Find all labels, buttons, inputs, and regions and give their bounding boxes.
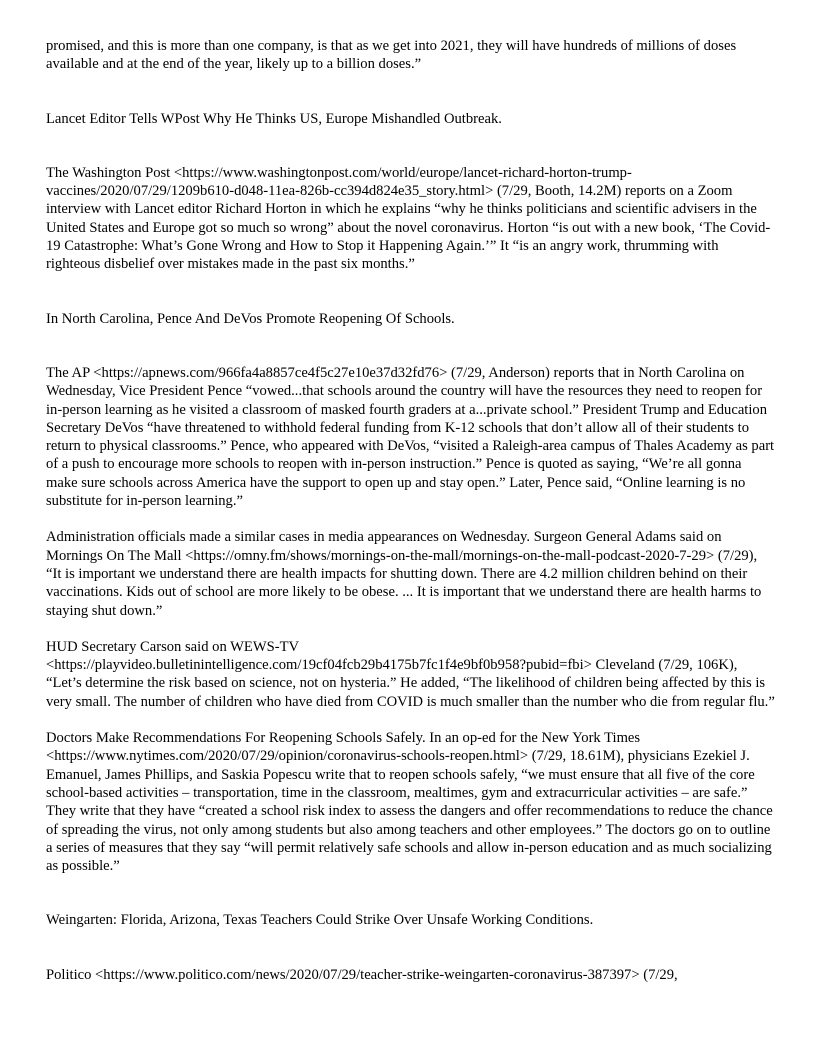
- paragraph-politico: Politico <https://www.politico.com/news/2020/07/29/teacher-strike-weingarten-coronavirus-387397> (7/29,: [46, 966, 678, 983]
- paragraph-surgeon-general: Administration officials made a similar cases in media appearances on Wednesday. Surgeon General Adams said on Mornings On The Mall <https://omny.fm/shows/mornings-on-the-mall/mornings-on-the-mall-podcast-2020-7-29> (7/29), “It is important we understand there are health impacts for shutting down. There are 4.2 million children behind on their vaccinations. Kids out of school are more likely to be obese. ... It is important that we understand there are health harms to staying shut down.”: [46, 529, 762, 619]
- paragraph-washington-post: The Washington Post <https://www.washingtonpost.com/world/europe/lancet-richard-horton-trump-vaccines/2020/07/29/1209b610-d048-11ea-826b-cc394d824e35_story.html> (7/29, Booth, 14.2M) reports on a Zoom interview with Lancet editor Richard Horton in which he explains “why he thinks politicians and scientific advisers in the United States and Europe got so much so wrong” about the novel coronavirus. Horton “is out with a new book, ‘The Covid-19 Catastrophe: What’s Gone Wrong and How to Stop it Happening Again.’” It “is an angry work, thrumming with righteous disbelief over mistakes made in the past six months.”: [46, 164, 771, 273]
- paragraph-vaccine-doses: promised, and this is more than one company, is that as we get into 2021, they will have hundreds of millions of doses available and at the end of the year, likely up to a billion doses.”: [46, 38, 737, 73]
- headline-weingarten: Weingarten: Florida, Arizona, Texas Teachers Could Strike Over Unsafe Working Conditions.: [46, 912, 594, 929]
- paragraph-doctors-recommendations: Doctors Make Recommendations For Reopening Schools Safely. In an op-ed for the New York Times <https://www.nytimes.com/2020/07/29/opinion/coronavirus-schools-reopen.html> (7/29, 18.61M), physicians Ezekiel J. Emanuel, James Phillips, and Saskia Popescu write that to reopen schools safely, “we must ensure that all five of the core school-based activities – transportation, time in the classroom, mealtimes, gym and extracurricular activities – are safe.” They write that they have “created a school risk index to assess the dangers and offer recommendations to reduce the chance of spreading the virus, not only among students but also among teachers and other employees.” The doctors go on to outline a series of measures that they say “will permit relatively safe schools and allow in-person education and as much socializing as possible.”: [46, 730, 773, 875]
- headline-lancet-editor: Lancet Editor Tells WPost Why He Thinks US, Europe Mishandled Outbreak.: [46, 110, 502, 127]
- document-page: [46, 37, 776, 984]
- paragraph-ap-report: The AP <https://apnews.com/966fa4a8857ce4f5c27e10e37d32fd76> (7/29, Anderson) reports that in North Carolina on Wednesday, Vice President Pence “vowed...that schools around the country will have the resources they need to reopen for in-person learning as he visited a classroom of masked fourth graders at a...private school.” President Trump and Education Secretary DeVos “have threatened to withhold federal funding from K-12 schools that don’t allow all of their students to return to physical classrooms.” Pence, who appeared with DeVos, “visited a Raleigh-area campus of Thales Academy as part of a push to encourage more schools to reopen with in-person instruction.” Pence is quoted as saying, “We’re all gonna make sure schools across America have the support to open up and stay open.” Later, Pence said, “Online learning is no substitute for in-person learning.”: [46, 364, 775, 510]
- headline-pence-devos: In North Carolina, Pence And DeVos Promote Reopening Of Schools.: [46, 310, 455, 327]
- paragraph-hud-carson: HUD Secretary Carson said on WEWS-TV <https://playvideo.bulletinintelligence.com/19cf04fcb29b4175b7fc1f4e9bf0b958?pubid=fbi> Cleveland (7/29, 106K), “Let’s determine the risk based on science, not on hysteria.” He added, “The likelihood of children being affected by this is very small. The number of children who have died from COVID is much smaller than the number who die from regular flu.”: [46, 638, 775, 710]
